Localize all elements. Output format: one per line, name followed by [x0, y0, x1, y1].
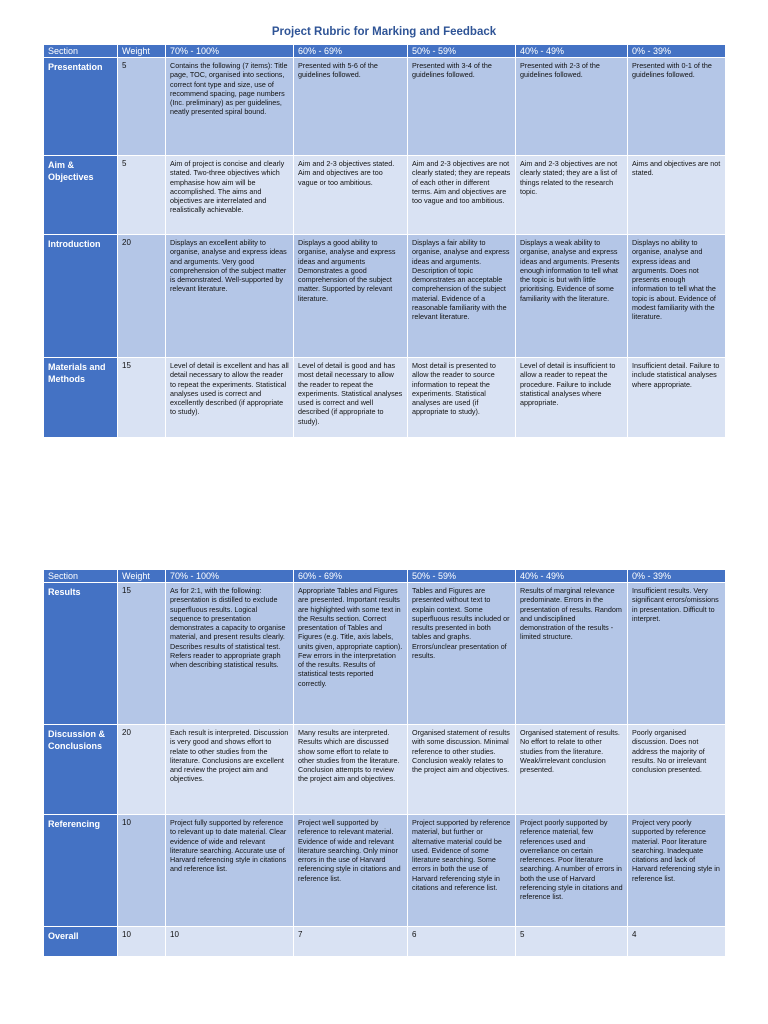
- criteria-cell: Presented with 2-3 of the guidelines followed.: [516, 58, 628, 156]
- criteria-cell: Presented with 3-4 of the guidelines followed.: [408, 58, 516, 156]
- header-band-40-49: 40% - 49%: [516, 45, 628, 58]
- score-cell: 6: [408, 927, 516, 957]
- criteria-cell: Level of detail is insufficient to allow a reader to repeat the procedure. Failure to include statistical analyses where appropriate.: [516, 358, 628, 438]
- section-label: Discussion & Conclusions: [44, 725, 118, 815]
- criteria-cell: Displays a good ability to organise, analyse and express ideas and arguments Demonstrates a good comprehension of the subject matter. Supported by relevant literature.: [294, 235, 408, 358]
- score-cell: 7: [294, 927, 408, 957]
- criteria-cell: Displays a weak ability to organise, analyse and express ideas and arguments. Presents enough information to tell what the topic is but with little prioritising. Evidence of some familiarity with the literature.: [516, 235, 628, 358]
- weight-cell: 15: [118, 583, 166, 725]
- criteria-cell: Project supported by reference material, but further or alternative material could be used. Evidence of some literature searching. Some errors in both the use of Harvard referencing style in citations and reference list.: [408, 815, 516, 927]
- header-band-70-100: 70% - 100%: [166, 45, 294, 58]
- header-band-40-49: 40% - 49%: [516, 570, 628, 583]
- section-label: Aim & Objectives: [44, 156, 118, 235]
- header-section: Section: [44, 570, 118, 583]
- section-label: Introduction: [44, 235, 118, 358]
- header-weight: Weight: [118, 45, 166, 58]
- rubric-row-presentation: [44, 58, 726, 156]
- header-band-60-69: 60% - 69%: [294, 45, 408, 58]
- rubric-row-referencing: [44, 815, 726, 927]
- criteria-cell: Project poorly supported by reference material, few references used and overreliance on certain references. Poor literature searching. A number of errors in both the use of Harvard referencing style in citations and reference list.: [516, 815, 628, 927]
- header-row: [44, 45, 726, 58]
- score-cell: 4: [628, 927, 726, 957]
- page-title: Project Rubric for Marking and Feedback: [271, 26, 497, 38]
- weight-cell: 10: [118, 927, 166, 957]
- weight-cell: 20: [118, 235, 166, 358]
- criteria-cell: Many results are interpreted. Results which are discussed show some effort to relate to other studies from the literature. Conclusion attempts to review the project aim and objectives.: [294, 725, 408, 815]
- score-cell: 10: [166, 927, 294, 957]
- rubric-row-overall: [44, 927, 726, 957]
- criteria-cell: Level of detail is good and has most detail necessary to allow the reader to repeat the experiments. Statistical analyses used is correct and well described (if appropriate to study).: [294, 358, 408, 438]
- section-label: Overall: [44, 927, 118, 957]
- criteria-cell: Insufficient detail. Failure to include statistical analyses where appropriate.: [628, 358, 726, 438]
- section-label: Results: [44, 583, 118, 725]
- criteria-cell: Project fully supported by reference to relevant up to date material. Clear evidence of wide and relevant literature searching. Accurate use of Harvard referencing style in citations and reference list.: [166, 815, 294, 927]
- criteria-cell: Each result is interpreted. Discussion is very good and shows effort to relate to other studies from the literature. Conclusions are excellent and review the project aim and objectives.: [166, 725, 294, 815]
- section-label: Referencing: [44, 815, 118, 927]
- criteria-cell: Appropriate Tables and Figures are presented. Important results are highlighted with some text in the Results section. Correct presentation of Tables and Figures (e.g. Title, axis labels, units given, appropriate caption). Few errors in the interpretation of the results. Results of statistical tests reported correctly.: [294, 583, 408, 725]
- header-band-0-39: 0% - 39%: [628, 570, 726, 583]
- weight-cell: 5: [118, 58, 166, 156]
- rubric-row-introduction: [44, 235, 726, 358]
- section-label: Materials and Methods: [44, 358, 118, 438]
- criteria-cell: Project very poorly supported by reference material. Poor literature searching. Inadequate citations and lack of Harvard referencing style in reference list.: [628, 815, 726, 927]
- score-cell: 5: [516, 927, 628, 957]
- rubric-table-2: [43, 569, 726, 957]
- criteria-cell: Project well supported by reference to relevant material. Evidence of wide and relevant literature searching. Only minor errors in the use of Harvard referencing style in citations and reference list.: [294, 815, 408, 927]
- criteria-cell: Displays an excellent ability to organise, analyse and express ideas and arguments. Very good comprehension of the subject matter is demonstrated. Well-supported by relevant literature.: [166, 235, 294, 358]
- header-band-50-59: 50% - 59%: [408, 45, 516, 58]
- criteria-cell: As for 2:1, with the following: presentation is distilled to exclude superfluous results. Logical sequence to presentation demonstrates a capacity to organise material, and present results clearly. Describes results of statistical test. Refers reader to appropriate graph when describing statistical results.: [166, 583, 294, 725]
- header-band-50-59: 50% - 59%: [408, 570, 516, 583]
- header-band-70-100: 70% - 100%: [166, 570, 294, 583]
- weight-cell: 20: [118, 725, 166, 815]
- header-band-60-69: 60% - 69%: [294, 570, 408, 583]
- criteria-cell: Presented with 5-6 of the guidelines followed.: [294, 58, 408, 156]
- header-section: Section: [44, 45, 118, 58]
- section-label: Presentation: [44, 58, 118, 156]
- header-band-0-39: 0% - 39%: [628, 45, 726, 58]
- criteria-cell: Displays no ability to organise, analyse and express ideas and arguments. Does not presents enough information to tell what the topic is about. Evidence of modest familiarity with the literature.: [628, 235, 726, 358]
- criteria-cell: Aim and 2-3 objectives are not clearly stated; they are repeats of each other in different terms. Aim and objectives are too vague and too ambitious.: [408, 156, 516, 235]
- weight-cell: 15: [118, 358, 166, 438]
- weight-cell: 10: [118, 815, 166, 927]
- header-weight: Weight: [118, 570, 166, 583]
- criteria-cell: Aim and 2-3 objectives stated. Aim and objectives are too vague or too ambitious.: [294, 156, 408, 235]
- criteria-cell: Level of detail is excellent and has all detail necessary to allow the reader to repeat the experiments. Statistical analyses used is correct and excellently described (if appropriate to study).: [166, 358, 294, 438]
- criteria-cell: Aim and 2-3 objectives are not clearly stated; they are a list of things related to the research topic.: [516, 156, 628, 235]
- rubric-row-discussion-conclusions: [44, 725, 726, 815]
- rubric-row-aim-objectives: [44, 156, 726, 235]
- criteria-cell: Aim of project is concise and clearly stated. Two-three objectives which emphasise how aim will be accomplished. The aims and objectives are interrelated and realistically achievable.: [166, 156, 294, 235]
- criteria-cell: Displays a fair ability to organise, analyse and express ideas and arguments. Description of topic demonstrates an acceptable comprehension of the subject material. Evidence of a reasonable familiarity with the relevant literature.: [408, 235, 516, 358]
- criteria-cell: Presented with 0-1 of the guidelines followed.: [628, 58, 726, 156]
- rubric-row-materials-methods: [44, 358, 726, 438]
- criteria-cell: Insufficient results. Very significant errors/omissions in presentation. Difficult to interpret.: [628, 583, 726, 725]
- weight-cell: 5: [118, 156, 166, 235]
- criteria-cell: Poorly organised discussion. Does not address the majority of results. No or irrelevant conclusion presented.: [628, 725, 726, 815]
- criteria-cell: Tables and Figures are presented without text to explain context. Some superfluous results included or results presented in both tables and graphs. Errors/unclear presentation of results.: [408, 583, 516, 725]
- criteria-cell: Most detail is presented to allow the reader to source information to repeat the experiments. Statistical analyses are used (if appropriate to study).: [408, 358, 516, 438]
- header-row: [44, 570, 726, 583]
- rubric-row-results: [44, 583, 726, 725]
- criteria-cell: Aims and objectives are not stated.: [628, 156, 726, 235]
- criteria-cell: Contains the following (7 items): Title page, TOC, organised into sections, correct font type and size, use of recommend spacing, page numbers (Inc. preliminary) as per guidelines, neatly presented spiral bound.: [166, 58, 294, 156]
- criteria-cell: Organised statement of results with some discussion. Minimal reference to other studies. Conclusion weakly relates to the project aim and objectives.: [408, 725, 516, 815]
- rubric-table-1: [43, 44, 726, 438]
- criteria-cell: Organised statement of results. No effort to relate to other studies from the literature. Weak/irrelevant conclusion presented.: [516, 725, 628, 815]
- criteria-cell: Results of marginal relevance predominate. Errors in the presentation of results. Random and undisciplined demonstration of the results - limited structure.: [516, 583, 628, 725]
